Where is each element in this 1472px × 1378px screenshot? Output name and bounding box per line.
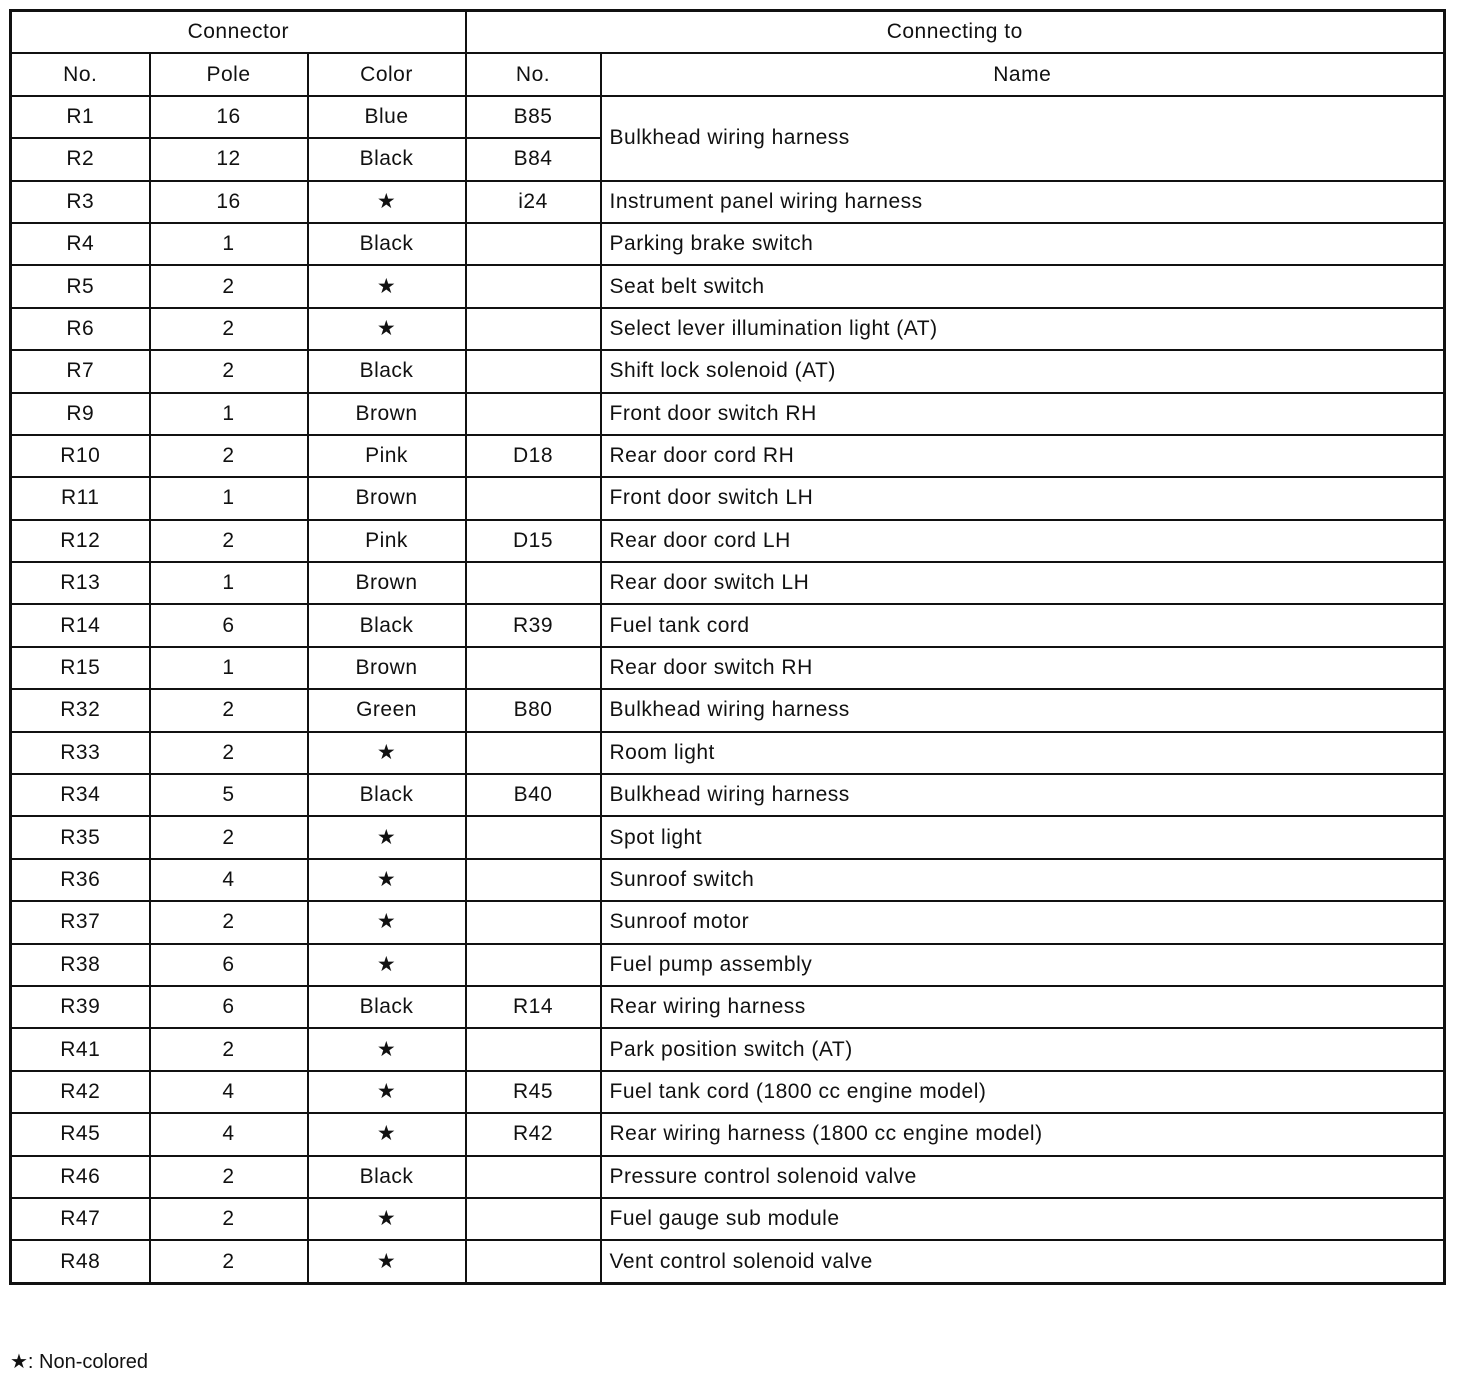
group-header-row [11, 11, 1445, 54]
cell-connecting-no [466, 1240, 601, 1283]
cell-name: Rear door switch LH [601, 562, 1445, 604]
cell-connecting-no [466, 350, 601, 392]
table-row [11, 986, 1445, 1028]
cell-connecting-no [466, 562, 601, 604]
cell-connector-no: R15 [11, 647, 150, 689]
table-row [11, 1028, 1445, 1070]
cell-connector-no: R35 [11, 816, 150, 858]
cell-color: ★ [308, 265, 466, 307]
cell-color: Brown [308, 393, 466, 435]
cell-color: Black [308, 223, 466, 265]
cell-pole: 2 [150, 1156, 308, 1198]
cell-connector-no: R32 [11, 689, 150, 731]
cell-color: ★ [308, 816, 466, 858]
cell-color: ★ [308, 1240, 466, 1283]
cell-color: Black [308, 986, 466, 1028]
cell-connector-no: R45 [11, 1113, 150, 1155]
cell-connecting-no [466, 859, 601, 901]
cell-name: Seat belt switch [601, 265, 1445, 307]
column-header-pole: Pole [150, 53, 308, 95]
cell-connector-no: R12 [11, 520, 150, 562]
cell-name: Park position switch (AT) [601, 1028, 1445, 1070]
cell-connector-no: R7 [11, 350, 150, 392]
cell-connecting-no [466, 732, 601, 774]
table-row [11, 520, 1445, 562]
cell-connecting-no [466, 308, 601, 350]
cell-connector-no: R4 [11, 223, 150, 265]
table-row [11, 944, 1445, 986]
cell-pole: 1 [150, 647, 308, 689]
cell-pole: 2 [150, 732, 308, 774]
cell-connector-no: R13 [11, 562, 150, 604]
cell-color: ★ [308, 944, 466, 986]
cell-color: Black [308, 350, 466, 392]
cell-connector-no: R11 [11, 477, 150, 519]
cell-pole: 12 [150, 138, 308, 180]
cell-pole: 2 [150, 689, 308, 731]
cell-color: Brown [308, 562, 466, 604]
cell-color: ★ [308, 732, 466, 774]
cell-pole: 2 [150, 350, 308, 392]
cell-name: Rear wiring harness [601, 986, 1445, 1028]
cell-pole: 4 [150, 859, 308, 901]
cell-name: Fuel pump assembly [601, 944, 1445, 986]
column-header-to-no: No. [466, 53, 601, 95]
cell-pole: 6 [150, 604, 308, 646]
cell-name: Rear door cord LH [601, 520, 1445, 562]
cell-connecting-no: R42 [466, 1113, 601, 1155]
cell-pole: 2 [150, 1198, 308, 1240]
cell-name: Fuel tank cord (1800 cc engine model) [601, 1071, 1445, 1113]
cell-connector-no: R3 [11, 181, 150, 223]
cell-name: Instrument panel wiring harness [601, 181, 1445, 223]
table-row [11, 181, 1445, 223]
table-row [11, 562, 1445, 604]
cell-pole: 2 [150, 1240, 308, 1283]
cell-pole: 16 [150, 96, 308, 138]
cell-connecting-no [466, 944, 601, 986]
cell-connecting-no [466, 477, 601, 519]
table-row [11, 350, 1445, 392]
cell-color: Brown [308, 647, 466, 689]
cell-color: Pink [308, 520, 466, 562]
cell-color: ★ [308, 308, 466, 350]
cell-color: ★ [308, 1071, 466, 1113]
cell-connecting-no: R45 [466, 1071, 601, 1113]
cell-pole: 2 [150, 901, 308, 943]
table-row [11, 1071, 1445, 1113]
cell-connector-no: R5 [11, 265, 150, 307]
cell-color: Black [308, 774, 466, 816]
table-row [11, 774, 1445, 816]
cell-connecting-no [466, 265, 601, 307]
cell-connector-no: R42 [11, 1071, 150, 1113]
table-row [11, 1240, 1445, 1283]
cell-pole: 6 [150, 986, 308, 1028]
table-row [11, 901, 1445, 943]
cell-connector-no: R14 [11, 604, 150, 646]
cell-name: Pressure control solenoid valve [601, 1156, 1445, 1198]
cell-connecting-no [466, 1028, 601, 1070]
cell-color: ★ [308, 901, 466, 943]
table-row [11, 647, 1445, 689]
cell-connecting-no [466, 393, 601, 435]
cell-pole: 2 [150, 520, 308, 562]
table-row [11, 604, 1445, 646]
cell-pole: 2 [150, 308, 308, 350]
cell-name: Vent control solenoid valve [601, 1240, 1445, 1283]
cell-name: Front door switch LH [601, 477, 1445, 519]
column-header-color: Color [308, 53, 466, 95]
cell-connecting-no [466, 1156, 601, 1198]
cell-color: ★ [308, 1028, 466, 1070]
cell-connecting-no: i24 [466, 181, 601, 223]
cell-name: Parking brake switch [601, 223, 1445, 265]
cell-connector-no: R46 [11, 1156, 150, 1198]
cell-name: Select lever illumination light (AT) [601, 308, 1445, 350]
cell-name: Rear door cord RH [601, 435, 1445, 477]
cell-color: Green [308, 689, 466, 731]
cell-pole: 4 [150, 1071, 308, 1113]
table-row [11, 477, 1445, 519]
table-row [11, 732, 1445, 774]
cell-connector-no: R34 [11, 774, 150, 816]
cell-connector-no: R47 [11, 1198, 150, 1240]
table-row [11, 435, 1445, 477]
cell-connecting-no [466, 647, 601, 689]
cell-color: Brown [308, 477, 466, 519]
cell-pole: 2 [150, 435, 308, 477]
cell-color: Black [308, 138, 466, 180]
cell-pole: 2 [150, 816, 308, 858]
cell-connector-no: R48 [11, 1240, 150, 1283]
group-header-connector: Connector [11, 11, 466, 54]
column-header-row [11, 53, 1445, 95]
cell-name: Fuel gauge sub module [601, 1198, 1445, 1240]
cell-connector-no: R6 [11, 308, 150, 350]
connector-table [9, 9, 1446, 1285]
cell-connecting-no [466, 816, 601, 858]
cell-connecting-no: R39 [466, 604, 601, 646]
cell-connecting-no: D15 [466, 520, 601, 562]
cell-color: ★ [308, 1198, 466, 1240]
cell-name: Bulkhead wiring harness [601, 774, 1445, 816]
column-header-name: Name [601, 53, 1445, 95]
cell-name: Rear wiring harness (1800 cc engine model) [601, 1113, 1445, 1155]
table-row [11, 1198, 1445, 1240]
cell-connecting-no: R14 [466, 986, 601, 1028]
table-row [11, 96, 1445, 138]
cell-pole: 5 [150, 774, 308, 816]
cell-connecting-no [466, 1198, 601, 1240]
cell-color: Black [308, 1156, 466, 1198]
cell-color: Pink [308, 435, 466, 477]
cell-name: Front door switch RH [601, 393, 1445, 435]
cell-connecting-no: B84 [466, 138, 601, 180]
cell-connector-no: R36 [11, 859, 150, 901]
cell-connector-no: R41 [11, 1028, 150, 1070]
table-body [11, 96, 1445, 1283]
cell-color: Blue [308, 96, 466, 138]
table-row [11, 265, 1445, 307]
cell-name: Shift lock solenoid (AT) [601, 350, 1445, 392]
cell-connector-no: R33 [11, 732, 150, 774]
cell-connector-no: R9 [11, 393, 150, 435]
cell-name: Spot light [601, 816, 1445, 858]
cell-pole: 1 [150, 562, 308, 604]
cell-name: Bulkhead wiring harness [601, 96, 1445, 181]
cell-name: Rear door switch RH [601, 647, 1445, 689]
cell-connecting-no: D18 [466, 435, 601, 477]
table-row [11, 1113, 1445, 1155]
cell-pole: 6 [150, 944, 308, 986]
footnote: ★: Non-colored [10, 1351, 148, 1373]
cell-color: ★ [308, 1113, 466, 1155]
cell-pole: 1 [150, 477, 308, 519]
cell-connecting-no: B80 [466, 689, 601, 731]
cell-connecting-no [466, 223, 601, 265]
cell-connector-no: R1 [11, 96, 150, 138]
cell-name: Sunroof motor [601, 901, 1445, 943]
cell-pole: 2 [150, 1028, 308, 1070]
cell-color: Black [308, 604, 466, 646]
cell-name: Room light [601, 732, 1445, 774]
cell-connector-no: R38 [11, 944, 150, 986]
cell-connecting-no: B40 [466, 774, 601, 816]
table-row [11, 689, 1445, 731]
cell-connecting-no [466, 901, 601, 943]
cell-pole: 16 [150, 181, 308, 223]
table-row [11, 816, 1445, 858]
table-row [11, 393, 1445, 435]
cell-connector-no: R2 [11, 138, 150, 180]
table-row [11, 308, 1445, 350]
cell-pole: 4 [150, 1113, 308, 1155]
cell-pole: 1 [150, 223, 308, 265]
table-row [11, 1156, 1445, 1198]
cell-pole: 2 [150, 265, 308, 307]
cell-name: Bulkhead wiring harness [601, 689, 1445, 731]
cell-name: Fuel tank cord [601, 604, 1445, 646]
cell-connector-no: R10 [11, 435, 150, 477]
table-row [11, 859, 1445, 901]
cell-name: Sunroof switch [601, 859, 1445, 901]
cell-connector-no: R37 [11, 901, 150, 943]
column-header-no: No. [11, 53, 150, 95]
cell-color: ★ [308, 859, 466, 901]
cell-pole: 1 [150, 393, 308, 435]
cell-connecting-no: B85 [466, 96, 601, 138]
group-header-connecting-to: Connecting to [466, 11, 1445, 54]
cell-color: ★ [308, 181, 466, 223]
table-row [11, 223, 1445, 265]
cell-connector-no: R39 [11, 986, 150, 1028]
